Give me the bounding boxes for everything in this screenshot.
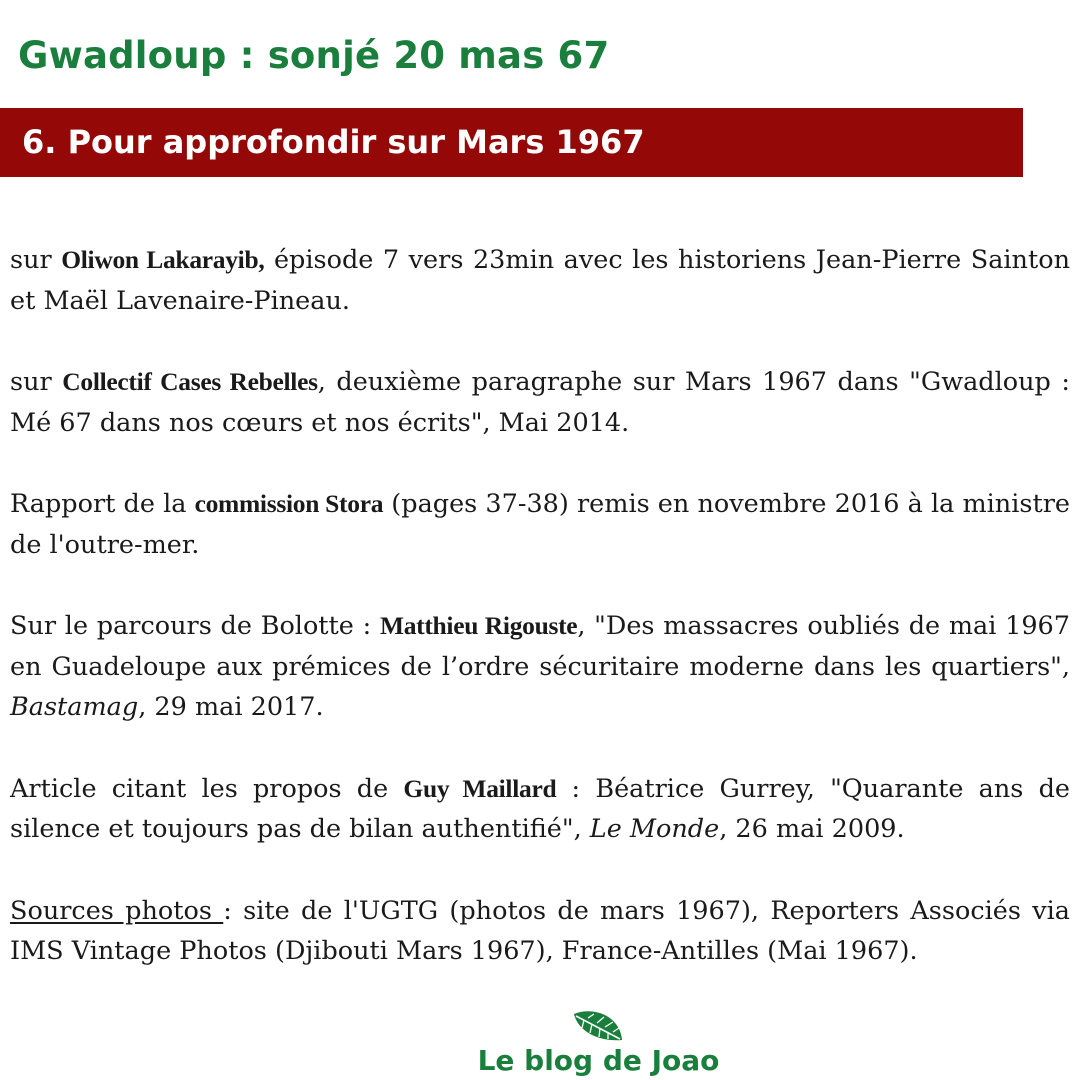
paragraph-text: , deuxième paragraphe sur Mars 1967 dans "Gwadloup : Mé 67 dans nos cœurs et nos écrits", Mai 2014.	[10, 367, 1070, 438]
section-banner-title: 6. Pour approfondir sur Mars 1967	[22, 123, 645, 161]
source-link-collectif-cases-rebelles[interactable]: Collectif Cases Rebelles	[62, 367, 318, 396]
paragraph-text: , 26 mai 2009.	[719, 814, 905, 844]
paragraph-text: Article citant les propos de	[10, 773, 404, 804]
reference-oliwon-lakarayib	[10, 240, 1070, 321]
paragraph-text: , 29 mai 2017.	[138, 692, 324, 722]
references-body	[10, 240, 1070, 1013]
paragraph-text: Sur le parcours de Bolotte :	[10, 611, 380, 641]
leaf-icon	[570, 1008, 628, 1046]
paragraph-text: sur	[10, 367, 63, 397]
reference-guy-maillard	[10, 769, 1070, 850]
paragraph-text: : site de l'UGTG (photos de mars 1967), Reporters Associés via IMS Vintage Photos (Djibouti Mars 1967), France-Antilles (Mai 1967).	[10, 895, 1070, 966]
reference-cases-rebelles	[10, 362, 1070, 443]
paragraph-text: , "Des massacres oubliés de mai 1967 en Guadeloupe aux prémices de l’ordre sécuritaire moderne dans les quartiers",	[10, 611, 1070, 682]
paragraph-text: (pages 37-38) remis en novembre 2016 à la ministre de l'outre-mer.	[10, 489, 1070, 560]
reference-matthieu-rigouste	[10, 606, 1070, 728]
reference-commission-stora	[10, 484, 1070, 565]
paragraph-text: Rapport de la	[10, 489, 195, 519]
source-link-guy-maillard[interactable]: Guy Maillard	[403, 773, 557, 803]
reference-photo-sources	[10, 891, 1070, 972]
section-banner	[0, 108, 1023, 177]
source-link-commission-stora[interactable]: commission Stora	[194, 489, 384, 518]
source-link-oliwon-lakarayib[interactable]: Oliwon Lakarayib,	[61, 245, 265, 274]
paragraph-text: : Béatrice Gurrey, "Quarante ans de silence et toujours pas de bilan authentifié",	[10, 773, 1070, 844]
photo-sources-label: Sources photos	[10, 895, 224, 926]
paragraph-text: épisode 7 vers 23min avec les historiens Jean-Pierre Sainton et Maël Lavenaire-Pineau.	[10, 245, 1070, 316]
blog-brand: Le blog de Joao	[477, 1044, 720, 1077]
source-link-matthieu-rigouste[interactable]: Matthieu Rigouste	[379, 611, 578, 640]
publication-name: Le Monde	[589, 814, 720, 844]
paragraph-text: sur	[10, 245, 62, 275]
page-title: Gwadloup : sonjé 20 mas 67	[18, 34, 610, 77]
publication-name: Bastamag	[10, 692, 139, 722]
